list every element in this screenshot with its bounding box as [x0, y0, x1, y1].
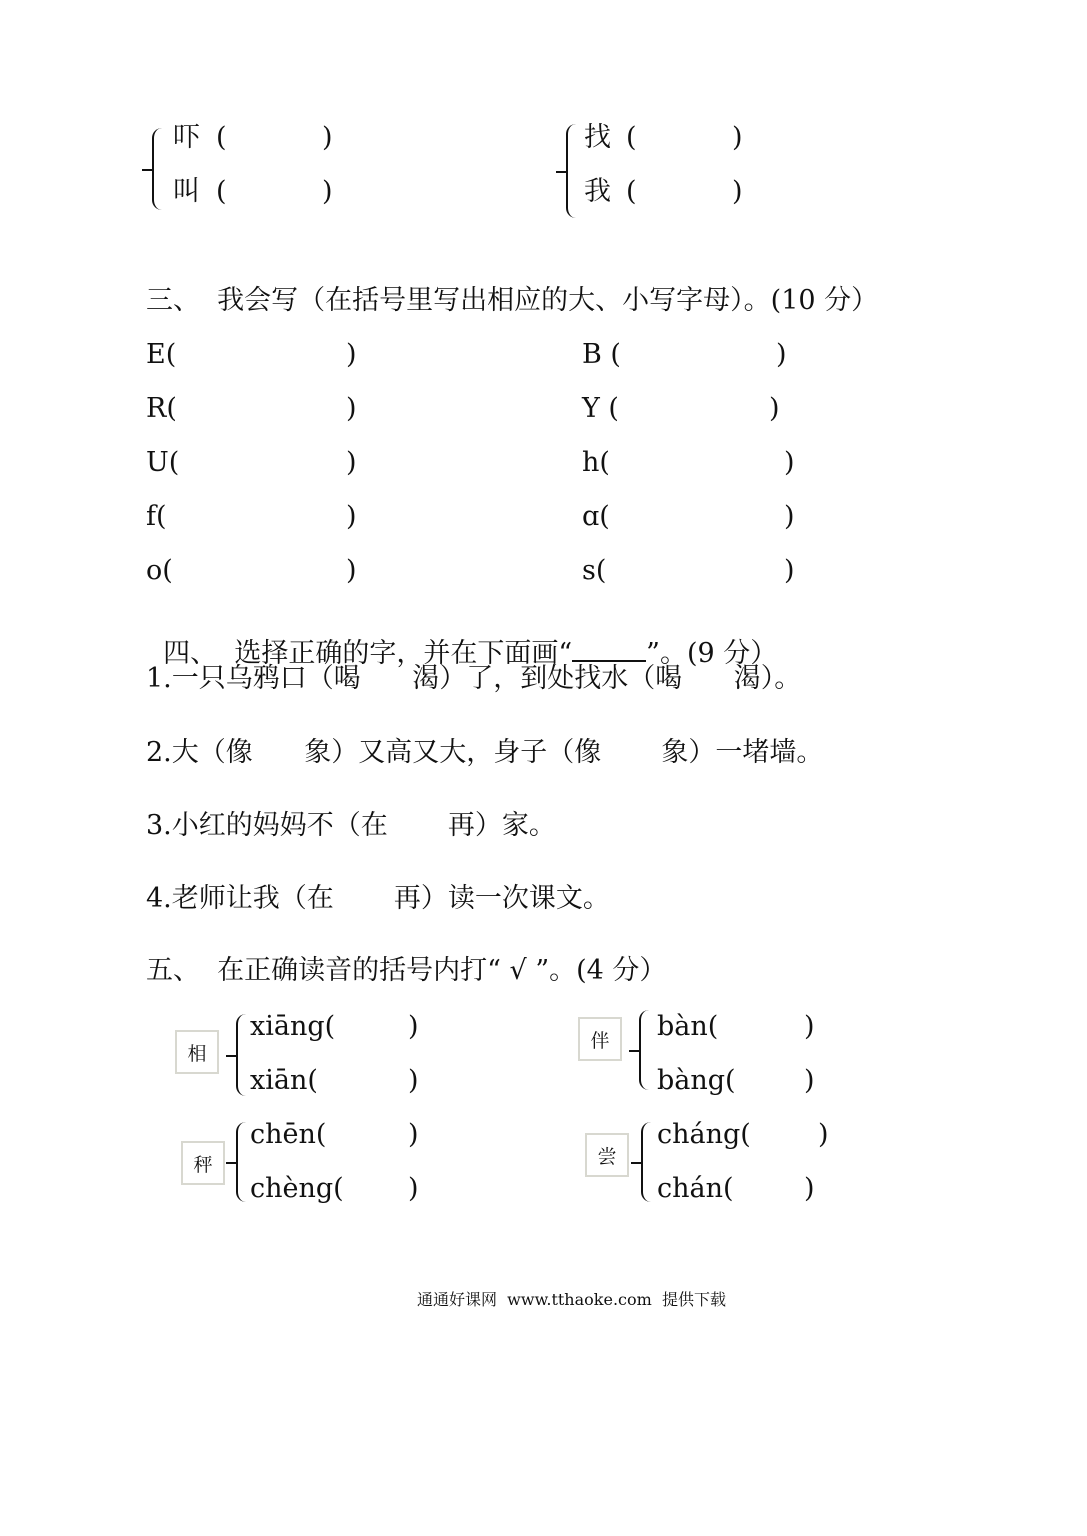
close-paren: ): [408, 1065, 419, 1096]
char-item: 我: [584, 176, 611, 207]
close-paren: ): [732, 176, 743, 207]
char-box: 尝: [585, 1133, 629, 1177]
open-paren: (: [626, 176, 637, 207]
brace: [641, 1122, 655, 1202]
question-4: 4.老师让我（在 再）读一次课文。: [146, 883, 610, 914]
letter-right: Y (: [582, 393, 619, 424]
section-3-title: 三、 我会写（在括号里写出相应的大、小写字母）。(10 分）: [146, 285, 879, 316]
close-paren: ): [784, 555, 795, 586]
footer-credit: 通通好课网 www.tthaoke.com 提供下载: [417, 1290, 726, 1309]
pinyin-option: xiān(: [250, 1065, 318, 1096]
question-3: 3.小红的妈妈不（在 再）家。: [146, 810, 556, 841]
letter-left: E(: [146, 339, 177, 370]
char-item: 吓: [173, 122, 200, 153]
brace-right-pair: [566, 124, 580, 218]
section-4-title-b: ”。(9 分）: [646, 638, 778, 669]
close-paren: ): [732, 122, 743, 153]
close-paren: ): [769, 393, 780, 424]
section-4-title-a: 四、 选择正确的字，并在下面画“: [163, 638, 573, 669]
close-paren: ): [322, 122, 333, 153]
letter-left: U(: [146, 447, 180, 478]
close-paren: ): [804, 1011, 815, 1042]
pinyin-option: bàn(: [657, 1011, 719, 1042]
brace: [236, 1122, 250, 1202]
close-paren: ): [346, 555, 357, 586]
underline-sample: [572, 638, 646, 662]
close-paren: ): [784, 501, 795, 532]
letter-left: o(: [146, 555, 173, 586]
close-paren: ): [804, 1065, 815, 1096]
question-2: 2.大（像 象）又高又大，身子（像 象）一堵墙。: [146, 737, 824, 768]
section-5-title: 五、 在正确读音的括号内打“ √ ”。(4 分）: [146, 955, 667, 986]
close-paren: ): [346, 393, 357, 424]
pinyin-option: chèng(: [250, 1173, 344, 1204]
char-box: 秤: [181, 1141, 225, 1185]
letter-right: B (: [582, 339, 621, 370]
section-4-title: [146, 611, 777, 667]
brace: [639, 1010, 653, 1090]
open-paren: (: [626, 122, 637, 153]
open-paren: (: [216, 176, 227, 207]
char-item: 叫: [173, 176, 200, 207]
close-paren: ): [804, 1173, 815, 1204]
pinyin-option: chán(: [657, 1173, 734, 1204]
open-paren: (: [216, 122, 227, 153]
char-box: 伴: [578, 1017, 622, 1061]
letter-right: h(: [582, 447, 610, 478]
question-1: 1.一只乌鸦口（喝 渴）了，到处找水（喝 渴）。: [146, 663, 802, 694]
close-paren: ): [408, 1119, 419, 1150]
pinyin-option: cháng(: [657, 1119, 751, 1150]
close-paren: ): [818, 1119, 829, 1150]
pinyin-option: chēn(: [250, 1119, 327, 1150]
letter-right: ɑ(: [582, 501, 610, 532]
close-paren: ): [408, 1173, 419, 1204]
close-paren: ): [784, 447, 795, 478]
close-paren: ): [346, 501, 357, 532]
close-paren: ): [776, 339, 787, 370]
char-box: 相: [175, 1030, 219, 1074]
close-paren: ): [322, 176, 333, 207]
close-paren: ): [346, 447, 357, 478]
brace: [236, 1014, 250, 1096]
close-paren: ): [346, 339, 357, 370]
close-paren: ): [408, 1011, 419, 1042]
char-item: 找: [584, 122, 611, 153]
letter-right: s(: [582, 555, 607, 586]
letter-left: R(: [146, 393, 177, 424]
pinyin-option: xiāng(: [250, 1011, 336, 1042]
letter-left: f(: [146, 501, 167, 532]
pinyin-option: bàng(: [657, 1065, 736, 1096]
brace-left-pair: [152, 128, 166, 210]
